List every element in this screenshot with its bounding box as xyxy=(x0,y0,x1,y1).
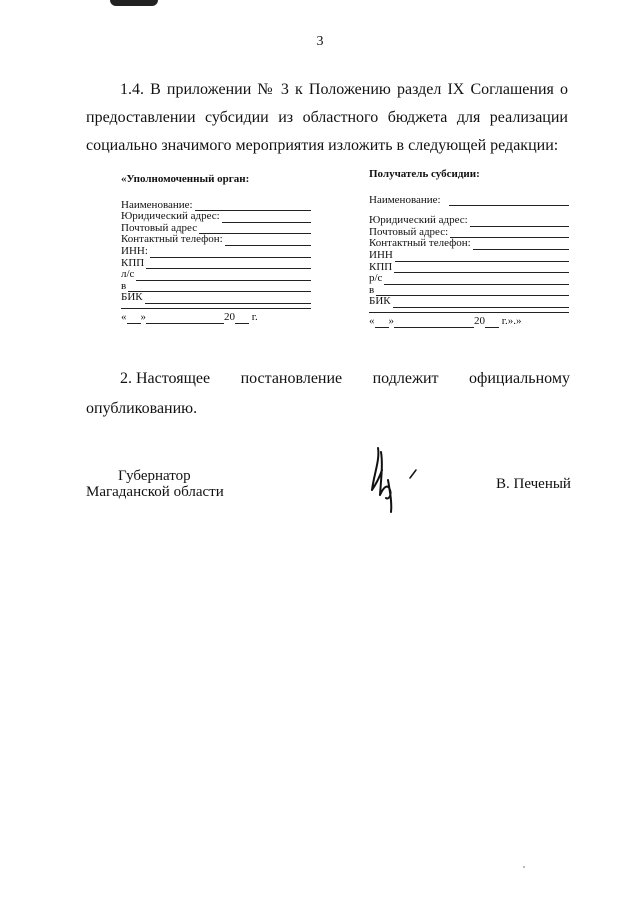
scan-mark xyxy=(110,0,158,6)
page-number: 3 xyxy=(316,34,324,49)
paragraph-line: предоставлении субсидии из областного бюджета для реализации xyxy=(86,109,568,126)
paragraph-2 xyxy=(86,364,570,424)
bank-field: в xyxy=(121,281,311,293)
paragraph-line: 1.4. В приложении № 3 к Положению раздел IX Соглашения о xyxy=(120,81,568,98)
bank-field: в xyxy=(369,285,569,297)
postal-address-field: Почтовый адрес xyxy=(121,223,311,235)
subsidy-recipient-block xyxy=(369,169,569,328)
kpp-field: КПП xyxy=(369,262,569,274)
inn-field: ИНН: xyxy=(121,246,311,258)
paragraph-1-4 xyxy=(86,76,568,160)
authorized-body-block xyxy=(121,174,311,324)
account-field: л/с xyxy=(121,269,311,281)
bik-field: БИК xyxy=(369,296,569,308)
kpp-field: КПП xyxy=(121,258,311,270)
block-heading: «Уполномоченный орган: xyxy=(121,173,250,185)
handwritten-signature xyxy=(368,440,418,514)
account-field: р/с xyxy=(369,273,569,285)
name-field: Наименование: xyxy=(369,195,569,207)
date-line: « » 20 г.».» xyxy=(369,314,522,327)
postal-address-field: Почтовый адрес: xyxy=(369,227,569,239)
signatory-title: Губернатор Магаданской области xyxy=(86,468,224,500)
legal-address-field: Юридический адрес: xyxy=(121,211,311,223)
paragraph-line: 2. Настоящее постановление подлежит официальному xyxy=(120,370,570,387)
phone-field: Контактный телефон: xyxy=(121,234,311,246)
name-field: Наименование: xyxy=(121,200,311,212)
paragraph-line: социально значимого мероприятия изложить в следующей редакции: xyxy=(86,137,559,154)
phone-field: Контактный телефон: xyxy=(369,238,569,250)
inn-field: ИНН xyxy=(369,250,569,262)
blank-line xyxy=(369,308,569,313)
scan-dot xyxy=(523,866,525,868)
bik-field: БИК xyxy=(121,292,311,304)
blank-line xyxy=(121,304,311,309)
paragraph-line: опубликованию. xyxy=(86,400,198,417)
signatory-name: В. Печеный xyxy=(496,476,571,492)
legal-address-field: Юридический адрес: xyxy=(369,215,569,227)
block-heading: Получатель субсидии: xyxy=(369,168,480,180)
date-line: « » 20 г. xyxy=(121,310,258,323)
